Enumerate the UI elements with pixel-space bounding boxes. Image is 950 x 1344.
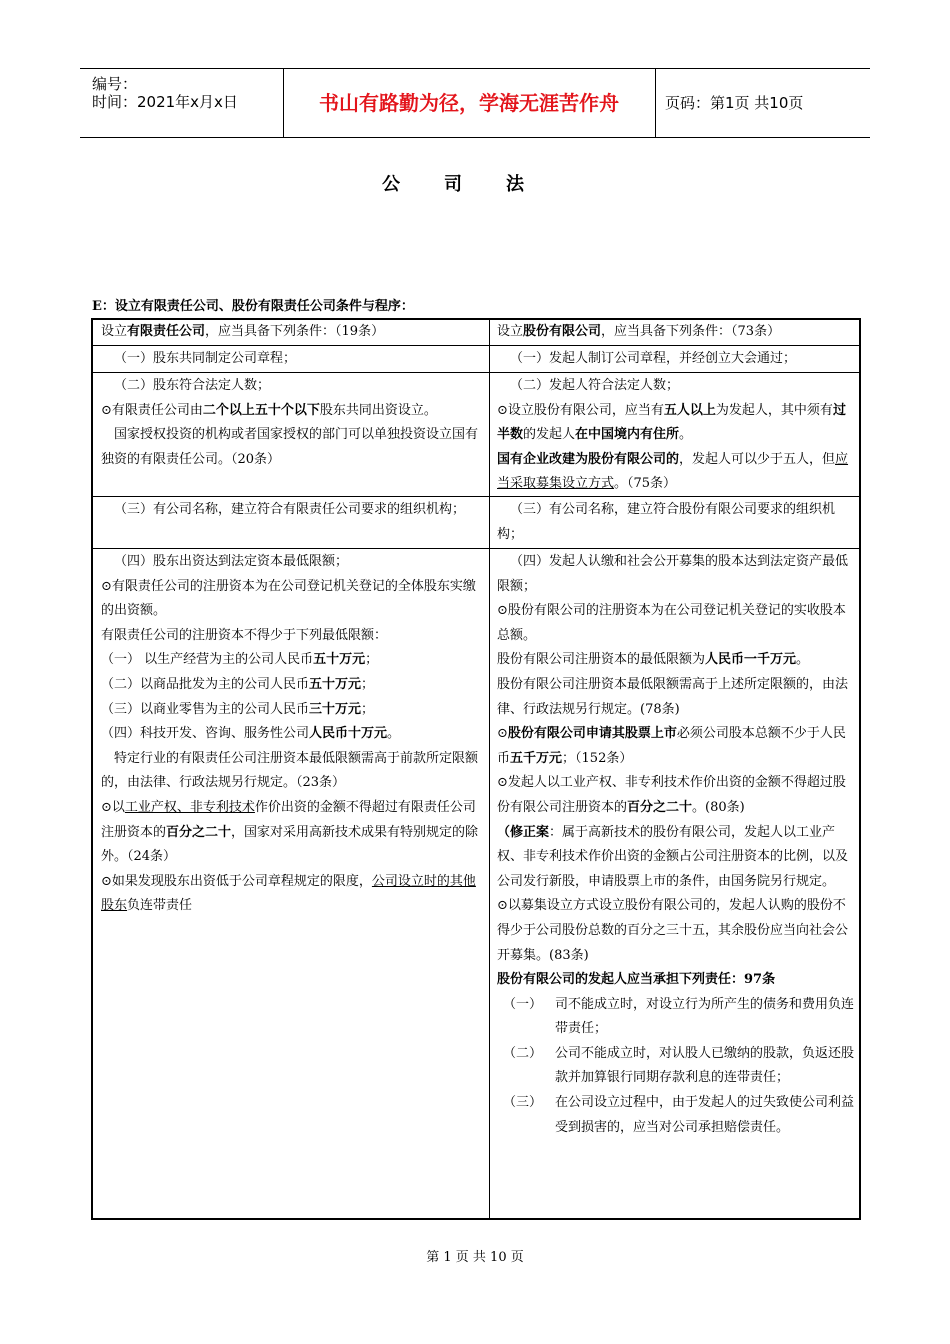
code-label: 编号： bbox=[92, 75, 138, 93]
left-row-3: （三）有公司名称，建立符合有限责任公司要求的组织机构； bbox=[114, 502, 466, 517]
comparison-table bbox=[91, 318, 861, 1220]
document-title: 公司法 bbox=[382, 174, 568, 195]
page-header bbox=[80, 68, 870, 138]
left-row-1: （一）股东共同制定公司章程； bbox=[114, 351, 297, 366]
header-meta bbox=[80, 69, 284, 137]
column-divider bbox=[489, 320, 490, 1218]
right-row-1: （一）发起人制订公司章程，并经创立大会通过； bbox=[510, 351, 797, 366]
right-row-3: （三）有公司名称，建立符合股份有限公司要求的组织机构； bbox=[497, 502, 836, 542]
left-row-4: （四）股东出资达到法定资本最低限额； ⊙有限责任公司的注册资本为在公司登记机关登记的全体股东实缴的出资额。 有限责任公司的注册资本不得少于下列最低限额： （一） 以生产经营为主的公司人民币五十万元； （二）以商品批发为主的公司人民币五十万元； （三）以商业零售为主的公司人民币三十万元； （四）科技开发、咨询、服务性公司人民币十万元。 特定行业的有限责任公司注册资本最低限额需高于前款所定限额的，由法律、行政法规另行规定。（23条） ⊙以工业产权、非专利技术作价出资的金额不得超过有限责任公司注册资本的百分之二十，国家对采用高新技术成果有特别规定的除外。（24条） ⊙如果发现股东出资低于公司章程规定的限度，公司设立时的其他股东负连带责任 bbox=[101, 554, 479, 914]
liability-item: （一） 司不能成立时，对设立行为所产生的债务和费用负连带责任； bbox=[503, 996, 855, 1037]
row-divider bbox=[93, 345, 859, 346]
time-label: 时间：2021年x月x日 bbox=[92, 93, 238, 111]
left-row-2: （二）股东符合法定人数； ⊙有限责任公司由二个以上五十个以下股东共同出资设立。 国家授权投资的机构或者国家授权的部门可以单独投资设立国有独资的有限责任公司。（20条） bbox=[101, 378, 479, 467]
right-row-4: （四）发起人认缴和社会公开募集的股本达到法定资产最低限额； ⊙股份有限公司的注册资本为在公司登记机关登记的实收股本总额。 股份有限公司注册资本的最低限额为人民币一千万元。 股份有限公司注册资本最低限额需高于上述所定限额的，由法律、行政法规另行规定。(78条) ⊙股份有限公司申请其股票上市必须公司股本总额不少于人民币五千万元；（152条） ⊙发起人以工业产权、非专利技术作价出资的金额不得超过股份有限公司注册资本的百分之二十。(80条) （修正案：属于高新技术的股份有限公司，发起人以工业产权、非专利技术作价出资的金额占公司注册资本的比例，以及公司发行新股，申请股票上市的条件，由国务院另行规定。 ⊙以募集设立方式设立股份有限公司的，发起人认购的股份不得少于公司股份总数的百分之三十五，其余股份应当向社会公开募集。(83条) 股份有限公司的发起人应当承担下列责任：97条 （一） 司不能成立时，对设立行为所产生的债务和费用负连带责任； （二） 公司不能成立时，对认股人已缴纳的股款，负返还股款并加算银行同期存款利息的连带责任； （三） 在公司设立过程中，由于发起人的过失致使公司利益受到损害的，应当对公司承担赔偿责任。 bbox=[497, 550, 855, 1140]
left-header-cell: 设立有限责任公司，应当具备下列条件：（19条） bbox=[101, 324, 385, 339]
liability-item: （二） 公司不能成立时，对认股人已缴纳的股款，负返还股款并加算银行同期存款利息的连带责任； bbox=[503, 1045, 855, 1086]
right-row-2: （二）发起人符合法定人数； ⊙设立股份有限公司，应当有五人以上为发起人，其中须有过半数的发起人在中国境内有住所。 国有企业改建为股份有限公司的，发起人可以少于五人，但应当采取募集设立方式。（75条） bbox=[497, 378, 849, 492]
row-divider bbox=[93, 548, 859, 549]
section-title: E：设立有限责任公司、股份有限责任公司条件与程序： bbox=[92, 299, 414, 314]
right-header-cell: 设立股份有限公司，应当具备下列条件：（73条） bbox=[497, 324, 781, 339]
header-motto: 书山有路勤为径，学海无涯苦作舟 bbox=[283, 69, 656, 137]
header-page-info: 页码：第1页 共10页 bbox=[665, 94, 804, 112]
page-footer: 第 1 页 共 10 页 bbox=[426, 1250, 524, 1265]
liability-item: （三） 在公司设立过程中，由于发起人的过失致使公司利益受到损害的，应当对公司承担赔偿责任。 bbox=[503, 1095, 855, 1135]
row-divider bbox=[93, 372, 859, 373]
